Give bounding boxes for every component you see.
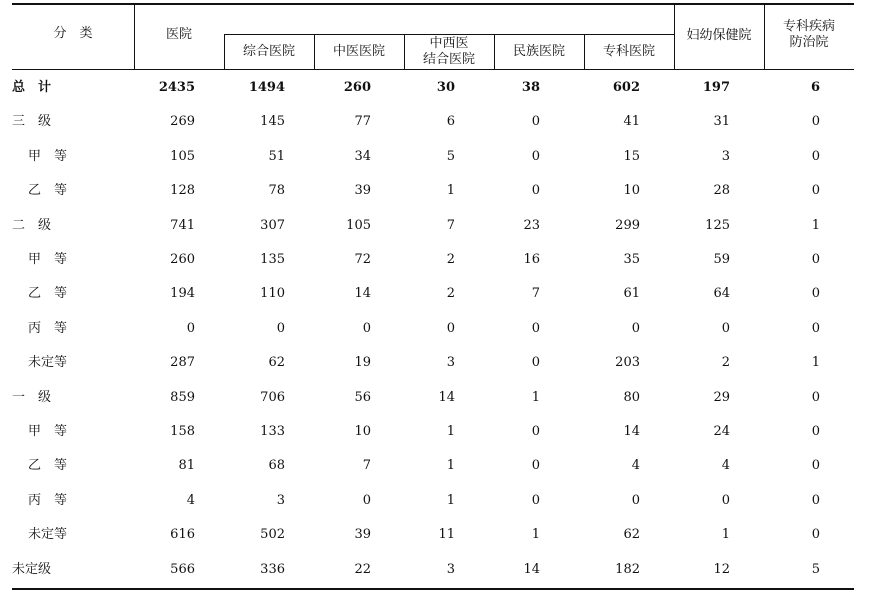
cell-integrated: 2 [446, 286, 455, 302]
cell-disease-prevention: 0 [811, 252, 820, 267]
cell-specialty: 182 [615, 561, 640, 577]
cell-maternal: 3 [721, 148, 730, 164]
cell-specialty: 41 [623, 114, 640, 130]
cell-integrated: 7 [446, 217, 455, 233]
cell-maternal: 29 [713, 389, 730, 405]
table-row [12, 105, 854, 139]
row-label: 乙 等 [28, 458, 68, 474]
table-bottom-rule [12, 588, 854, 590]
cell-disease-prevention: 0 [811, 286, 820, 302]
cell-maternal: 0 [721, 320, 730, 336]
cell-disease-prevention: 0 [811, 148, 820, 164]
cell-general: 502 [260, 527, 285, 543]
row-label: 总 计 [12, 80, 52, 95]
cell-ethnic: 14 [523, 561, 540, 577]
cell-specialty: 61 [623, 286, 640, 302]
header-bottom-rule [12, 69, 854, 70]
cell-general: 133 [260, 424, 285, 439]
header-category: 分 类 [53, 26, 93, 41]
cell-tcm: 14 [354, 286, 371, 302]
cell-maternal: 64 [713, 286, 730, 302]
cell-hospital-total: 158 [170, 424, 195, 439]
cell-ethnic: 0 [531, 424, 540, 439]
cell-hospital-total: 2435 [158, 80, 195, 95]
cell-general: 3 [276, 492, 285, 508]
cell-integrated: 1 [446, 458, 455, 474]
cell-disease-prevention: 5 [811, 561, 820, 577]
row-label: 甲 等 [28, 148, 68, 164]
cell-specialty: 35 [623, 252, 640, 267]
cell-general: 336 [260, 561, 285, 577]
cell-general: 78 [268, 183, 285, 199]
cell-maternal: 31 [713, 114, 730, 130]
cell-integrated: 1 [446, 492, 455, 508]
header-integrated-hospital-line1: 中西医 [429, 36, 469, 51]
cell-hospital-total: 194 [170, 286, 195, 302]
cell-hospital-total: 741 [170, 217, 195, 233]
cell-tcm: 0 [362, 320, 371, 336]
cell-ethnic: 16 [523, 252, 540, 267]
table-row [12, 346, 854, 380]
cell-maternal: 4 [721, 458, 730, 474]
cell-disease-prevention: 0 [811, 424, 820, 439]
cell-disease-prevention: 0 [811, 114, 820, 130]
table-row [12, 277, 854, 311]
cell-hospital-total: 4 [186, 492, 195, 508]
cell-integrated: 11 [438, 527, 455, 543]
row-label: 乙 等 [28, 183, 68, 199]
table-row [12, 415, 854, 449]
cell-disease-prevention: 6 [810, 80, 820, 95]
cell-ethnic: 7 [531, 286, 540, 302]
cell-integrated: 6 [446, 114, 455, 130]
cell-tcm: 39 [354, 183, 371, 199]
row-label: 甲 等 [28, 424, 68, 439]
cell-hospital-total: 260 [170, 252, 195, 267]
row-label: 甲 等 [28, 252, 68, 267]
table-row [12, 381, 854, 415]
cell-specialty: 14 [623, 424, 640, 439]
cell-hospital-total: 269 [170, 114, 195, 130]
cell-maternal: 197 [702, 80, 730, 95]
table-row [12, 209, 854, 243]
cell-hospital-total: 859 [170, 389, 195, 405]
row-label: 丙 等 [28, 320, 68, 336]
cell-specialty: 80 [623, 389, 640, 405]
cell-hospital-total: 81 [178, 458, 195, 474]
cell-maternal: 24 [713, 424, 730, 439]
cell-maternal: 59 [713, 252, 730, 267]
cell-disease-prevention: 0 [811, 183, 820, 199]
cell-ethnic: 0 [531, 492, 540, 508]
table-row [12, 140, 854, 174]
cell-ethnic: 0 [531, 355, 540, 371]
cell-maternal: 125 [705, 217, 730, 233]
table-top-rule [12, 3, 854, 5]
cell-general: 110 [260, 286, 285, 302]
cell-maternal: 1 [721, 527, 730, 543]
subheader-rule [224, 34, 674, 35]
table-row [12, 518, 854, 552]
cell-ethnic: 0 [531, 320, 540, 336]
cell-tcm: 39 [354, 527, 371, 543]
header-disease-prevention-line1: 专科疾病 [782, 19, 835, 34]
cell-disease-prevention: 0 [811, 389, 820, 405]
cell-specialty: 299 [615, 217, 640, 233]
cell-tcm: 77 [354, 114, 371, 130]
cell-ethnic: 0 [531, 114, 540, 130]
cell-general: 51 [268, 148, 285, 164]
cell-disease-prevention: 0 [811, 527, 820, 543]
table-row [12, 553, 854, 587]
cell-tcm: 72 [354, 252, 371, 267]
cell-general: 307 [260, 217, 285, 233]
cell-specialty: 62 [623, 527, 640, 543]
cell-general: 62 [268, 355, 285, 371]
cell-general: 0 [276, 320, 285, 336]
cell-hospital-total: 0 [186, 320, 195, 336]
cell-integrated: 14 [438, 389, 455, 405]
cell-hospital-total: 128 [170, 183, 195, 199]
row-label: 乙 等 [28, 286, 68, 302]
table-row [12, 312, 854, 346]
header-integrated-hospital-line2: 结合医院 [422, 52, 475, 67]
cell-specialty: 0 [631, 492, 640, 508]
row-label: 一 级 [12, 389, 52, 405]
cell-tcm: 56 [354, 389, 371, 405]
cell-integrated: 1 [446, 424, 455, 439]
cell-ethnic: 0 [531, 183, 540, 199]
table-row [12, 484, 854, 518]
cell-disease-prevention: 1 [811, 217, 820, 233]
header-specialty-hospital: 专科医院 [602, 44, 655, 59]
cell-specialty: 602 [612, 80, 640, 95]
cell-general: 68 [268, 458, 285, 474]
cell-specialty: 15 [623, 148, 640, 164]
header-tcm-hospital: 中医医院 [332, 44, 385, 59]
cell-hospital-total: 616 [170, 527, 195, 543]
cell-tcm: 10 [354, 424, 371, 439]
row-label: 未定级 [12, 561, 52, 577]
header-ethnic-hospital: 民族医院 [512, 44, 565, 59]
cell-disease-prevention: 0 [811, 492, 820, 508]
cell-ethnic: 0 [531, 148, 540, 164]
cell-tcm: 22 [354, 561, 371, 577]
cell-integrated: 5 [446, 148, 455, 164]
cell-integrated: 2 [446, 252, 455, 267]
table-row [12, 449, 854, 483]
cell-specialty: 203 [615, 355, 640, 371]
row-label: 丙 等 [28, 492, 68, 508]
cell-specialty: 4 [631, 458, 640, 474]
table-row [12, 174, 854, 208]
cell-ethnic: 1 [531, 389, 540, 405]
row-label: 二 级 [12, 217, 52, 233]
header-hospital: 医院 [165, 27, 192, 42]
cell-hospital-total: 566 [170, 561, 195, 577]
cell-tcm: 260 [343, 80, 371, 95]
cell-integrated: 3 [446, 561, 455, 577]
cell-maternal: 28 [713, 183, 730, 199]
row-label: 三 级 [12, 114, 52, 130]
cell-disease-prevention: 1 [811, 355, 820, 371]
cell-ethnic: 0 [531, 458, 540, 474]
cell-specialty: 10 [623, 183, 640, 199]
cell-hospital-total: 287 [170, 355, 195, 371]
header-general-hospital: 综合医院 [242, 44, 295, 59]
cell-general: 135 [260, 252, 285, 267]
cell-general: 145 [260, 114, 285, 130]
header-maternal-child-hospital: 妇幼保健院 [686, 28, 752, 43]
cell-tcm: 105 [346, 217, 371, 233]
cell-integrated: 1 [446, 183, 455, 199]
cell-hospital-total: 105 [170, 148, 195, 164]
cell-maternal: 12 [713, 561, 730, 577]
cell-tcm: 34 [354, 148, 371, 164]
cell-general: 706 [260, 389, 285, 405]
header-disease-prevention-line2: 防治院 [789, 35, 829, 50]
table-row [12, 71, 854, 105]
cell-tcm: 7 [362, 458, 371, 474]
cell-disease-prevention: 0 [811, 458, 820, 474]
cell-ethnic: 23 [523, 217, 540, 233]
cell-ethnic: 1 [531, 527, 540, 543]
cell-integrated: 30 [436, 80, 455, 95]
cell-ethnic: 38 [521, 80, 540, 95]
row-label: 未定等 [28, 355, 68, 371]
cell-general: 1494 [248, 80, 285, 95]
cell-tcm: 0 [362, 492, 371, 508]
cell-tcm: 19 [354, 355, 371, 371]
cell-integrated: 0 [446, 320, 455, 336]
cell-integrated: 3 [446, 355, 455, 371]
cell-maternal: 0 [721, 492, 730, 508]
cell-maternal: 2 [721, 355, 730, 371]
cell-disease-prevention: 0 [811, 320, 820, 336]
row-label: 未定等 [28, 527, 68, 543]
cell-specialty: 0 [631, 320, 640, 336]
table-row [12, 243, 854, 277]
